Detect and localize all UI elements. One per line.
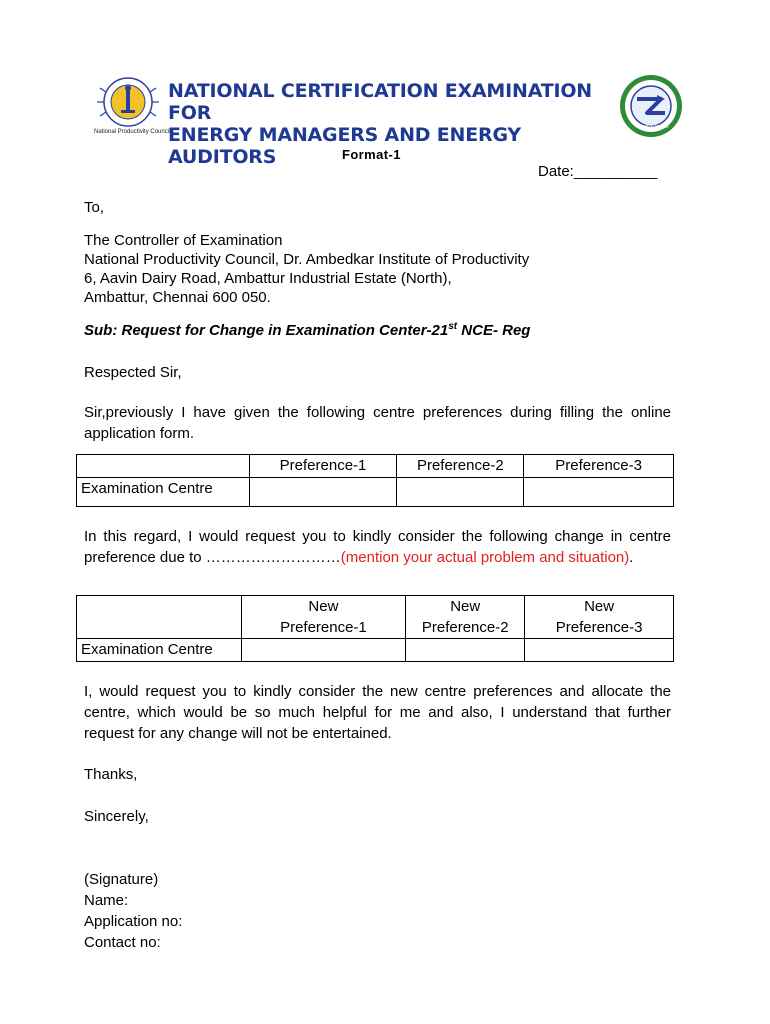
new-preference-1-cell[interactable]	[241, 639, 406, 662]
table-header-text: New Preference-2	[421, 598, 509, 636]
preference-2-cell[interactable]	[397, 478, 524, 507]
table-header-text: New Preference-3	[555, 598, 643, 636]
table-header	[525, 596, 674, 639]
table-header: Preference-1	[249, 455, 397, 478]
new-preference-table	[76, 595, 674, 662]
bee-logo	[617, 73, 687, 144]
preference-3-cell[interactable]	[524, 478, 674, 507]
salutation: Respected Sir,	[84, 364, 182, 381]
signature-label: (Signature)	[84, 871, 159, 888]
subject-prefix: Sub: Request for Change in Examination Center-21	[84, 322, 449, 339]
subject-superscript: st	[448, 321, 458, 332]
preference-1-cell[interactable]	[249, 478, 397, 507]
name-label: Name:	[84, 892, 129, 909]
table-cell	[77, 596, 242, 639]
sincerely-line: Sincerely,	[84, 808, 149, 825]
change-request-text: In this regard, I would request you to kindly consider the following change in centre preference due to ………………………	[84, 528, 671, 566]
date-field: Date:__________	[538, 163, 658, 180]
table-header	[406, 596, 525, 639]
npc-logo-caption: National Productivity Council	[94, 129, 171, 135]
application-no-label: Application no:	[84, 913, 183, 930]
paragraph-final-request: I, would request you to kindly consider the new centre preferences and allocate the centre, which would be so much helpful for me and also, I understand that further request for any change will not be entertained.	[84, 683, 671, 742]
table-header-text: New Preference-1	[280, 598, 367, 636]
table-header: Preference-3	[524, 455, 674, 478]
address-line: Ambattur, Chennai 600 050.	[84, 289, 271, 306]
address-line: 6, Aavin Dairy Road, Ambattur Industrial Estate (North),	[84, 270, 452, 287]
bee-logo-caption: Switch to Life	[639, 124, 669, 130]
problem-note: (mention your actual problem and situation)	[340, 549, 630, 566]
to-line: To,	[84, 199, 105, 216]
new-preference-2-cell[interactable]	[406, 639, 525, 662]
exam-title-line1: NATIONAL CERTIFICATION EXAMINATION FOR	[168, 80, 593, 124]
change-request-end: .	[629, 549, 634, 566]
contact-no-label: Contact no:	[84, 934, 161, 951]
subject-suffix: NCE- Reg	[457, 322, 531, 339]
exam-title-line2: ENERGY MANAGERS AND ENERGY AUDITORS	[168, 124, 521, 168]
address-line: The Controller of Examination	[84, 232, 283, 249]
paragraph-previous-preferences: Sir,previously I have given the following centre preferences during filling the online application form.	[84, 404, 671, 442]
table-header: Preference-2	[397, 455, 524, 478]
preference-table	[76, 454, 674, 507]
signature-block	[84, 869, 182, 953]
address-line: National Productivity Council, Dr. Ambedkar Institute of Productivity	[84, 251, 530, 268]
table-cell	[77, 455, 250, 478]
address-block	[84, 231, 529, 307]
subject-line	[84, 320, 530, 343]
npc-logo	[92, 74, 171, 143]
row-label: Examination Centre	[77, 478, 250, 507]
format-label: Format-1	[342, 147, 401, 162]
table-header	[241, 596, 406, 639]
paragraph-change-request	[84, 526, 671, 568]
row-label: Examination Centre	[77, 639, 242, 662]
new-preference-3-cell[interactable]	[525, 639, 674, 662]
thanks-line: Thanks,	[84, 766, 138, 783]
